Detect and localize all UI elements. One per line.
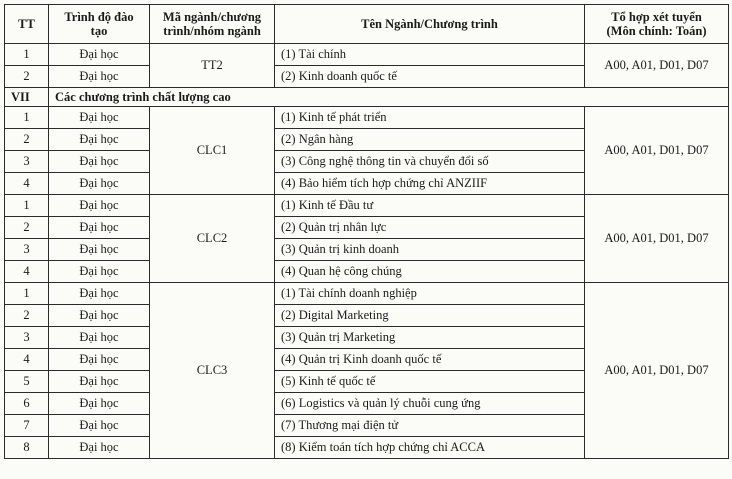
row-level: Đại học [49, 305, 150, 327]
row-program: (4) Quản trị Kinh doanh quốc tế [275, 349, 585, 371]
row-number: 3 [5, 327, 49, 349]
row-program: (3) Quản trị kinh doanh [275, 239, 585, 261]
row-number: 3 [5, 151, 49, 173]
row-number: 1 [5, 283, 49, 305]
row-number: 1 [5, 44, 49, 66]
row-program: (1) Kinh tế Đầu tư [275, 195, 585, 217]
row-program: (3) Công nghệ thông tin và chuyển đổi số [275, 151, 585, 173]
row-level: Đại học [49, 393, 150, 415]
row-program: (2) Quản trị nhân lực [275, 217, 585, 239]
header-tt: TT [5, 5, 49, 44]
row-program: (1) Tài chính doanh nghiệp [275, 283, 585, 305]
row-level: Đại học [49, 44, 150, 66]
row-program: (4) Bảo hiểm tích hợp chứng chỉ ANZIIF [275, 173, 585, 195]
group-code: CLC3 [150, 283, 275, 459]
group-combo: A00, A01, D01, D07 [585, 283, 729, 459]
group-code: CLC1 [150, 107, 275, 195]
header-code [150, 5, 275, 44]
row-program: (4) Quan hệ công chúng [275, 261, 585, 283]
table-row [5, 283, 729, 305]
header-combo [585, 5, 729, 44]
row-number: 8 [5, 437, 49, 459]
row-number: 2 [5, 305, 49, 327]
group-combo: A00, A01, D01, D07 [585, 107, 729, 195]
row-program: (5) Kinh tế quốc tế [275, 371, 585, 393]
row-number: 1 [5, 195, 49, 217]
row-level: Đại học [49, 371, 150, 393]
row-level: Đại học [49, 195, 150, 217]
header-program: Tên Ngành/Chương trình [275, 5, 585, 44]
group-combo: A00, A01, D01, D07 [585, 44, 729, 88]
row-level: Đại học [49, 66, 150, 88]
row-number: 2 [5, 217, 49, 239]
row-number: 7 [5, 415, 49, 437]
header-level: Trình độ đào tạo [49, 5, 150, 44]
group-code: TT2 [150, 44, 275, 88]
table-row [5, 195, 729, 217]
row-number: 1 [5, 107, 49, 129]
section-title: Các chương trình chất lượng cao [49, 88, 729, 107]
row-number: 6 [5, 393, 49, 415]
admissions-table [4, 4, 729, 459]
header-code-line2: trình/nhóm ngành [163, 24, 261, 38]
row-level: Đại học [49, 437, 150, 459]
row-program: (2) Ngân hàng [275, 129, 585, 151]
row-level: Đại học [49, 107, 150, 129]
row-number: 4 [5, 261, 49, 283]
section-number: VII [5, 88, 49, 107]
row-number: 2 [5, 66, 49, 88]
header-code-line1: Mã ngành/chương [162, 10, 262, 24]
row-program: (2) Digital Marketing [275, 305, 585, 327]
row-program: (1) Tài chính [275, 44, 585, 66]
row-level: Đại học [49, 129, 150, 151]
group-combo: A00, A01, D01, D07 [585, 195, 729, 283]
header-combo-line1: Tổ hợp xét tuyển [611, 10, 702, 24]
row-program: (1) Kinh tế phát triển [275, 107, 585, 129]
row-number: 2 [5, 129, 49, 151]
row-level: Đại học [49, 151, 150, 173]
row-level: Đại học [49, 173, 150, 195]
table-header-row [5, 5, 729, 44]
row-program: (7) Thương mại điện tử [275, 415, 585, 437]
table-row [5, 44, 729, 66]
row-level: Đại học [49, 217, 150, 239]
row-number: 5 [5, 371, 49, 393]
row-program: (8) Kiểm toán tích hợp chứng chỉ ACCA [275, 437, 585, 459]
row-number: 4 [5, 173, 49, 195]
row-program: (2) Kinh doanh quốc tế [275, 66, 585, 88]
row-level: Đại học [49, 349, 150, 371]
row-level: Đại học [49, 283, 150, 305]
table-row [5, 107, 729, 129]
row-program: (6) Logistics và quản lý chuỗi cung ứng [275, 393, 585, 415]
row-level: Đại học [49, 239, 150, 261]
row-level: Đại học [49, 327, 150, 349]
header-combo-line2: (Môn chính: Toán) [606, 24, 707, 38]
group-code: CLC2 [150, 195, 275, 283]
row-level: Đại học [49, 415, 150, 437]
row-number: 3 [5, 239, 49, 261]
row-level: Đại học [49, 261, 150, 283]
row-number: 4 [5, 349, 49, 371]
row-program: (3) Quản trị Marketing [275, 327, 585, 349]
section-row [5, 88, 729, 107]
